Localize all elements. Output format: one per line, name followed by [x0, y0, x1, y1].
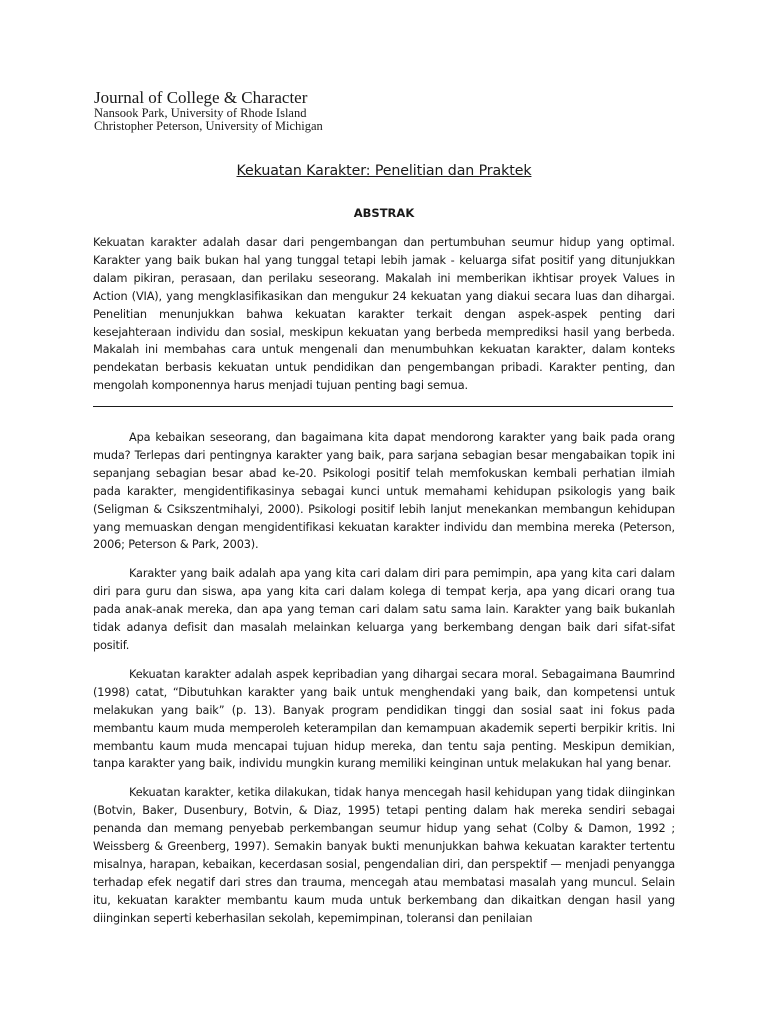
article-body — [93, 429, 675, 939]
author-affiliation: Nansook Park, University of Rhode Island — [94, 106, 307, 120]
author-affiliation: Christopher Peterson, University of Michigan — [94, 119, 323, 133]
abstract-heading: ABSTRAK — [353, 206, 415, 220]
abstract-text: Kekuatan karakter adalah dasar dari pengembangan dan pertumbuhan seumur hidup yang optimal. Karakter yang baik bukan hal yang tunggal tetapi lebih jamak - keluarga sifat positif yang ditunjukkan dalam pikiran, perasaan, dan perilaku seseorang. Makalah ini memberikan ikhtisar proyek Values in Action (VIA), yang mengklasifikasikan dan mengukur 24 kekuatan yang diakui secara luas dan dihargai. Penelitian menunjukkan bahwa kekuatan karakter terkait dengan aspek-aspek penting dari kesejahteraan individu dan sosial, meskipun kekuatan yang berbeda memprediksi hasil yang berbeda. Makalah ini membahas cara untuk mengenali dan menumbuhkan kekuatan karakter, dalam konteks pendekatan berbasis kekuatan untuk pendidikan dan pengembangan pribadi. Karakter penting, dan mengolah komponennya harus menjadi tujuan penting bagi semua. — [93, 236, 675, 393]
journal-title: Journal of College & Character — [94, 88, 308, 107]
body-paragraph: Kekuatan karakter adalah aspek kepribadian yang dihargai secara moral. Sebagaimana Baumrind (1998) catat, “Dibutuhkan karakter yang baik untuk menghendaki yang baik, dan kompetensi untuk melakukan yang baik” (p. 13). Banyak program pendidikan tinggi dan sosial saat ini fokus pada membantu kaum muda memperoleh keterampilan dan kemampuan akademik seperti berpikir kritis. Ini membantu kaum muda mencapai tujuan hidup mereka, dan tentu saja penting. Meskipun demikian, tanpa karakter yang baik, individu mungkin kurang memiliki keinginan untuk melakukan hal yang benar. — [93, 667, 675, 771]
body-paragraph: Apa kebaikan seseorang, dan bagaimana kita dapat mendorong karakter yang baik pada orang muda? Terlepas dari pentingnya karakter yang baik, para sarjana sebagian besar mengabaikan topik ini sepanjang sebagian besar abad ke-20. Psikologi positif telah memfokuskan kembali perhatian ilmiah pada karakter, mengidentifikasinya sebagai kunci untuk memahami kehidupan psikologis yang baik (Seligman & Csikszentmihalyi, 2000). Psikologi positif lebih lanjut menekankan membangun kehidupan yang memuaskan dengan mengidentifikasi kekuatan karakter individu dan membina mereka (Peterson, 2006; Peterson & Park, 2003). — [93, 431, 675, 552]
article-title: Kekuatan Karakter: Penelitian dan Praktek — [236, 163, 532, 179]
journal-header — [94, 88, 323, 133]
section-divider — [93, 406, 673, 407]
body-paragraph: Karakter yang baik adalah apa yang kita cari dalam diri para pemimpin, apa yang kita cari dalam diri para guru dan siswa, apa yang kita cari dalam kolega di tempat kerja, apa yang dicari orang tua pada anak-anak mereka, dan apa yang teman cari dalam satu sama lain. Karakter yang baik bukanlah tidak adanya defisit dan masalah melainkan keluarga yang berkembang dengan baik dari sifat-sifat positif. — [93, 567, 675, 652]
body-paragraph: Kekuatan karakter, ketika dilakukan, tidak hanya mencegah hasil kehidupan yang tidak diinginkan (Botvin, Baker, Dusenbury, Botvin, & Diaz, 1995) tetapi penting dalam hak mereka sendiri sebagai penanda dan memang penyebab perkembangan seumur hidup yang sehat (Colby & Damon, 1992 ; Weissberg & Greenberg, 1997). Semakin banyak bukti menunjukkan bahwa kekuatan karakter tertentu misalnya, harapan, kebaikan, kecerdasan sosial, pengendalian diri, dan perspektif — menjadi penyangga terhadap efek negatif dari stres dan trauma, mencegah atau membatasi masalah yang muncul. Selain itu, kekuatan karakter membantu kaum muda untuk berkembang dan dikaitkan dengan hasil yang diinginkan seperti keberhasilan sekolah, kepemimpinan, toleransi dan penilaian — [93, 786, 675, 925]
